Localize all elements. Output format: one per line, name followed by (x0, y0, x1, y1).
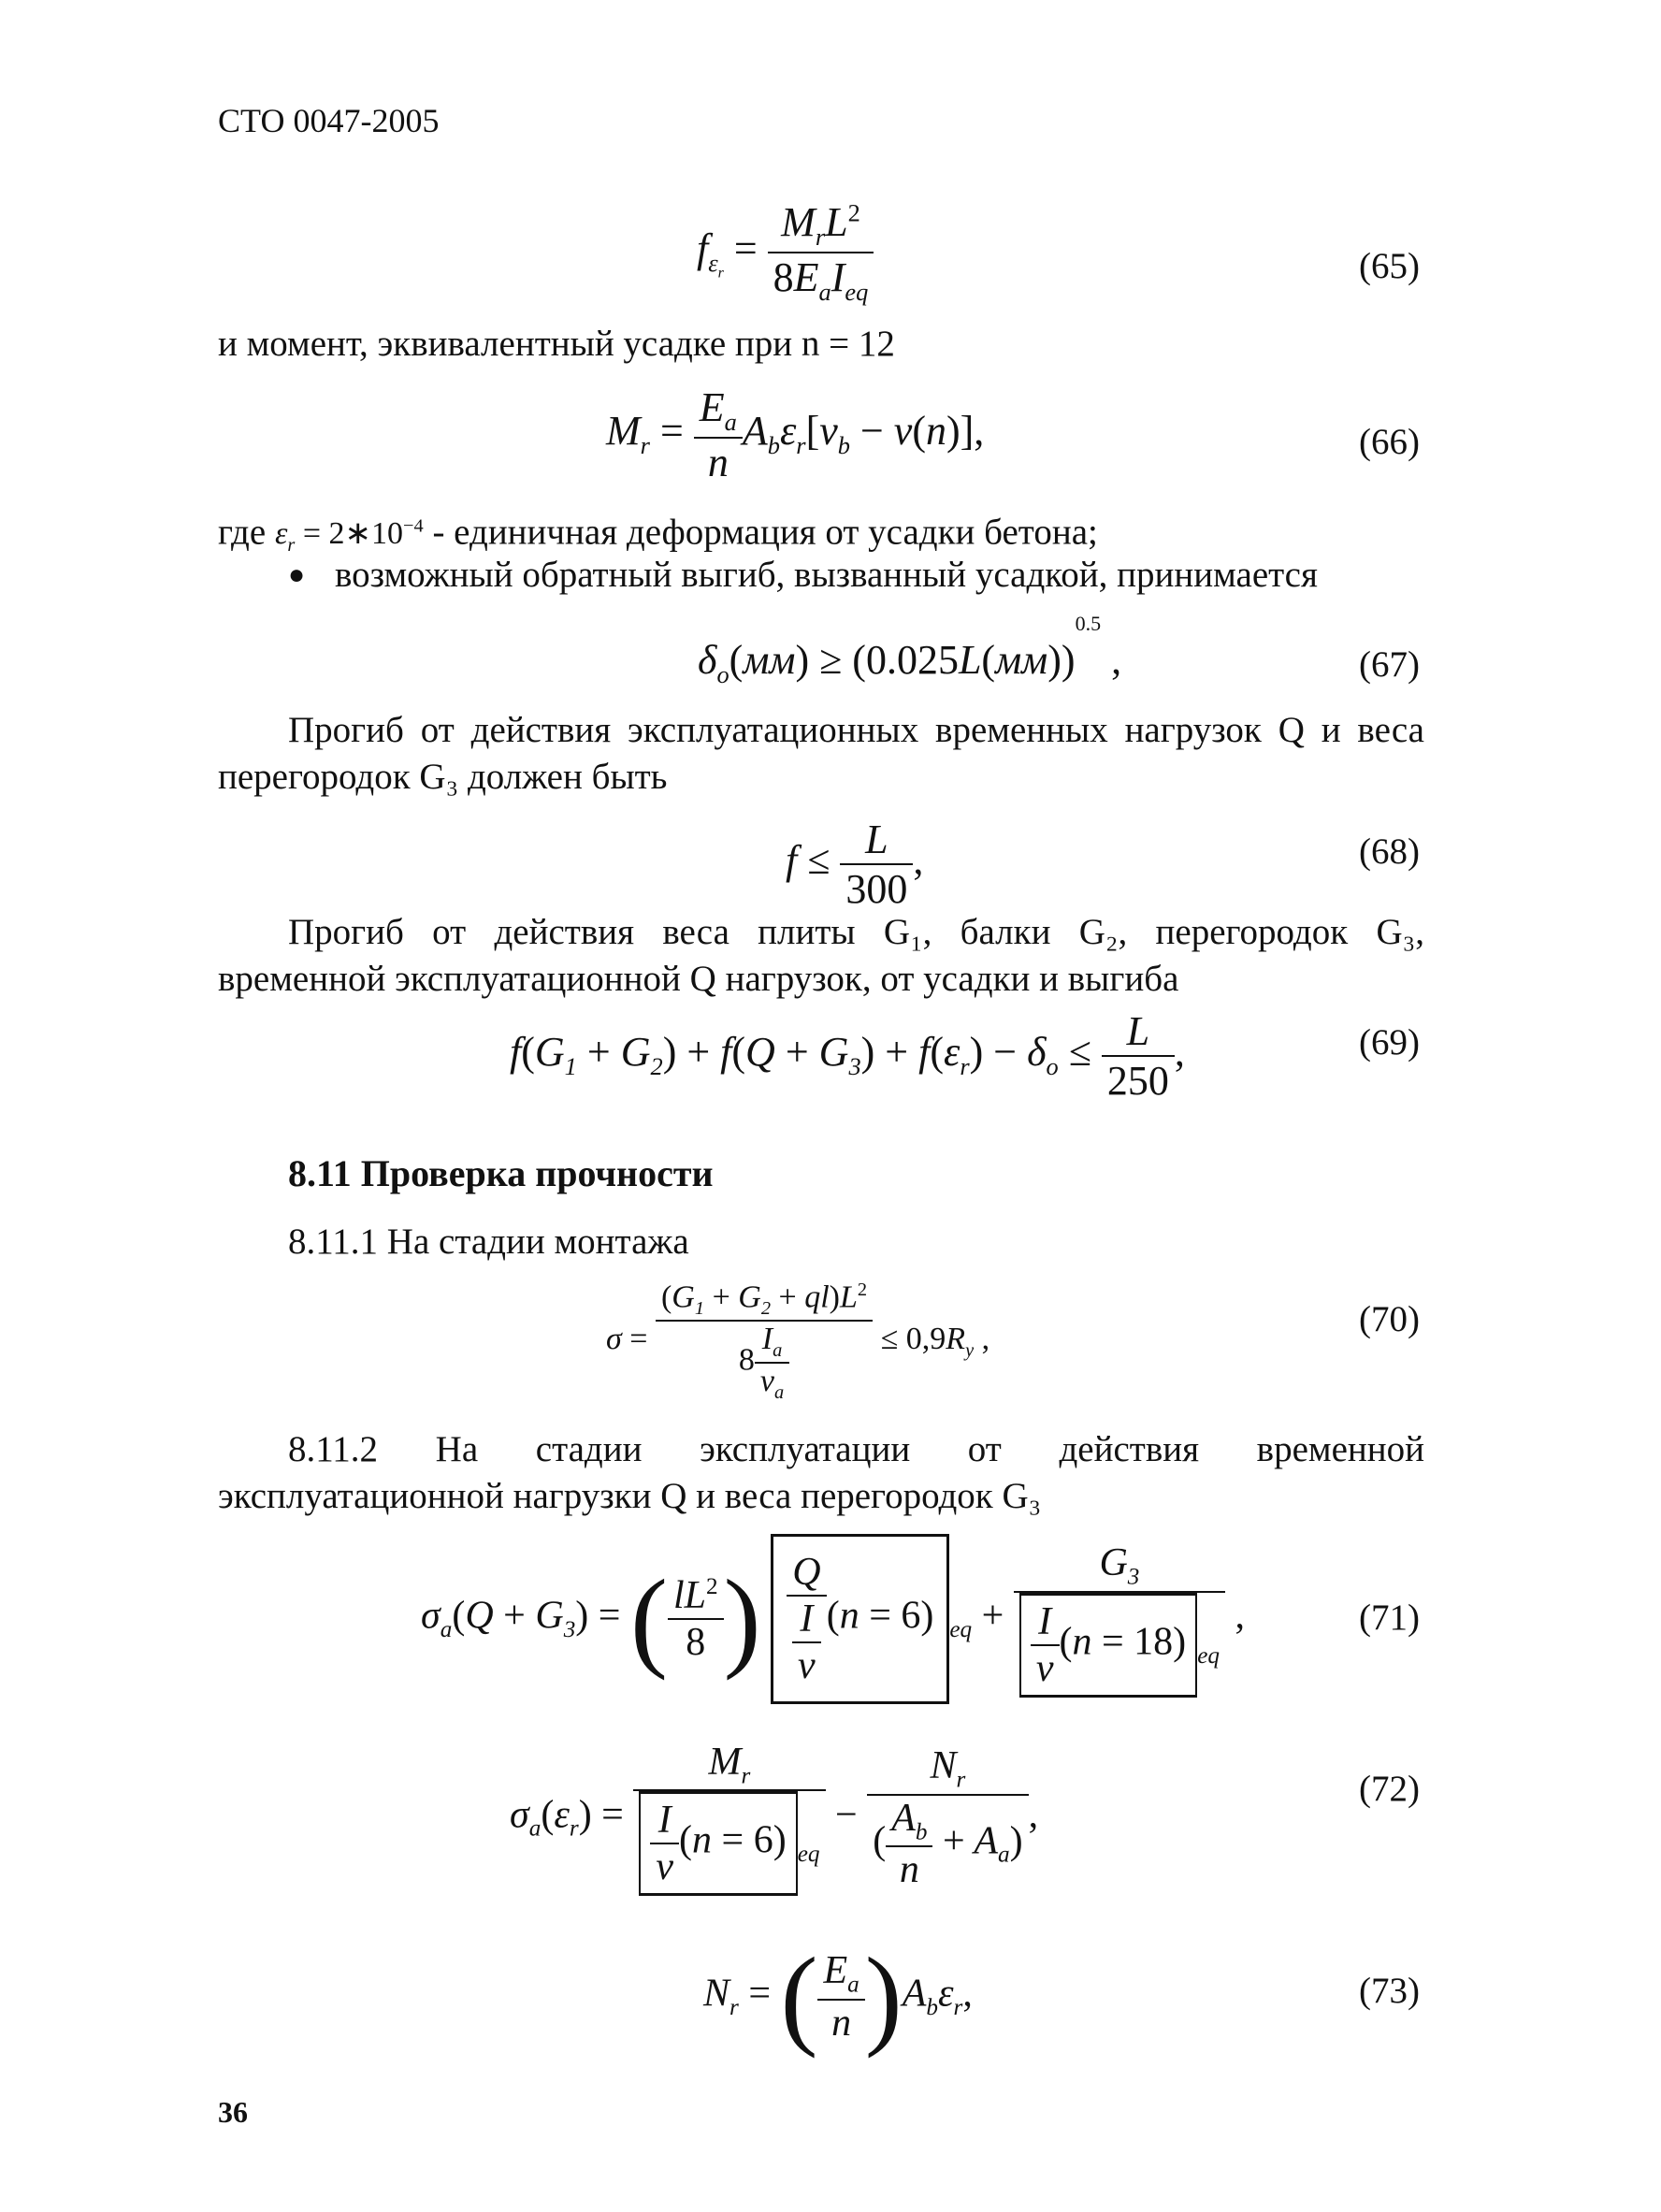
subsection-8-11-2: 8.11.2 На стадии эксплуатации от действия временной эксплуатационной нагрузки Q и веса перегородок G₃ (218, 1429, 1424, 1516)
equation-number: (65) (1359, 246, 1420, 286)
paragraph-deflection-total: Прогиб от действия веса плиты G₁, балки G₂, перегородок G₃, временной эксплуатационной Q нагрузок, от усадки и выгиба (218, 912, 1424, 999)
equation-number: (73) (1359, 1971, 1420, 2011)
document-code: СТО 0047-2005 (218, 102, 440, 139)
equation-number: (70) (1359, 1299, 1420, 1339)
equation-number: (67) (1359, 644, 1420, 685)
paragraph-deflection-live: Прогиб от действия эксплуатационных временных нагрузок Q и веса перегородок G₃ должен быть (218, 710, 1424, 797)
paragraph-moment-intro: и момент, эквивалентный усадке при n = 12 (218, 324, 895, 364)
where-text: - единичная деформация от усадки бетона; (432, 512, 1098, 553)
equation-number: (72) (1359, 1769, 1420, 1809)
equation-number: (68) (1359, 831, 1420, 872)
equation-65: $f_{\varepsilon_r}$ = $\frac{M_rL^2}{8E_aI_{eq}}$ (697, 198, 874, 307)
equation-number: (66) (1359, 422, 1420, 462)
page-number: 36 (218, 2095, 248, 2129)
subsection-8-11-1: 8.11.1 На стадии монтажа (288, 1222, 689, 1262)
equation-number: (71) (1359, 1598, 1420, 1638)
equation-66: $M_r$ = $\frac{E_a}{n}$ $A_b\varepsilon_r[\nu_b - \nu(n)]$, (606, 384, 985, 485)
equation-71: $\sigma_a(Q + G_3)$ = ( $\frac{lL^2}{8}$ ) $\frac{Q}{\frac{I}{\nu}}$ (n = 6) $_{eq}$ + $G_3$ $\frac{I}{\nu}$ (n = 18) $_{eq}$ , (421, 1534, 1245, 1704)
equation-73: $N_r$ = ( $\frac{E_a}{n}$ )$A_b\varepsilon_r$, (703, 1934, 973, 2059)
where-label: где (218, 512, 267, 553)
bullet-icon: ● (288, 559, 306, 590)
equation-72: $\sigma_a(\varepsilon_r)$ = $M_r$ $\frac{I}{\nu}$ (n = 6) $_{eq}$ − $N_r$ ( $\frac{A_b}{n}$ + $A_a$) , (510, 1740, 1038, 1896)
equation-70: σ = $(G_1 + G_2 + ql)L^2$ 8 $\frac{I_a}{\nu_a}$ ≤ $0,9R_y$ , (606, 1279, 990, 1403)
equation-67: $\delta_o(мм) \ge (0.025L(мм))^{0.5}$ , (698, 612, 1122, 688)
section-title: 8.11 Проверка прочности (288, 1152, 714, 1194)
equation-68: f ≤ $\frac{L}{300}$ , (786, 817, 924, 912)
bullet-text: возможный обратный выгиб, вызванный усадкой, принимается (335, 555, 1318, 595)
equation-69: $f(G_1 + G_2) + f(Q + G_3) + f(\varepsilon_r) - \delta_o$ ≤ $\frac{L}{250}$ , (510, 1008, 1185, 1104)
equation-number: (69) (1359, 1022, 1420, 1063)
shrinkage-strain-formula: $\varepsilon_r$ = $2∗10^{-4}$ (274, 516, 424, 557)
